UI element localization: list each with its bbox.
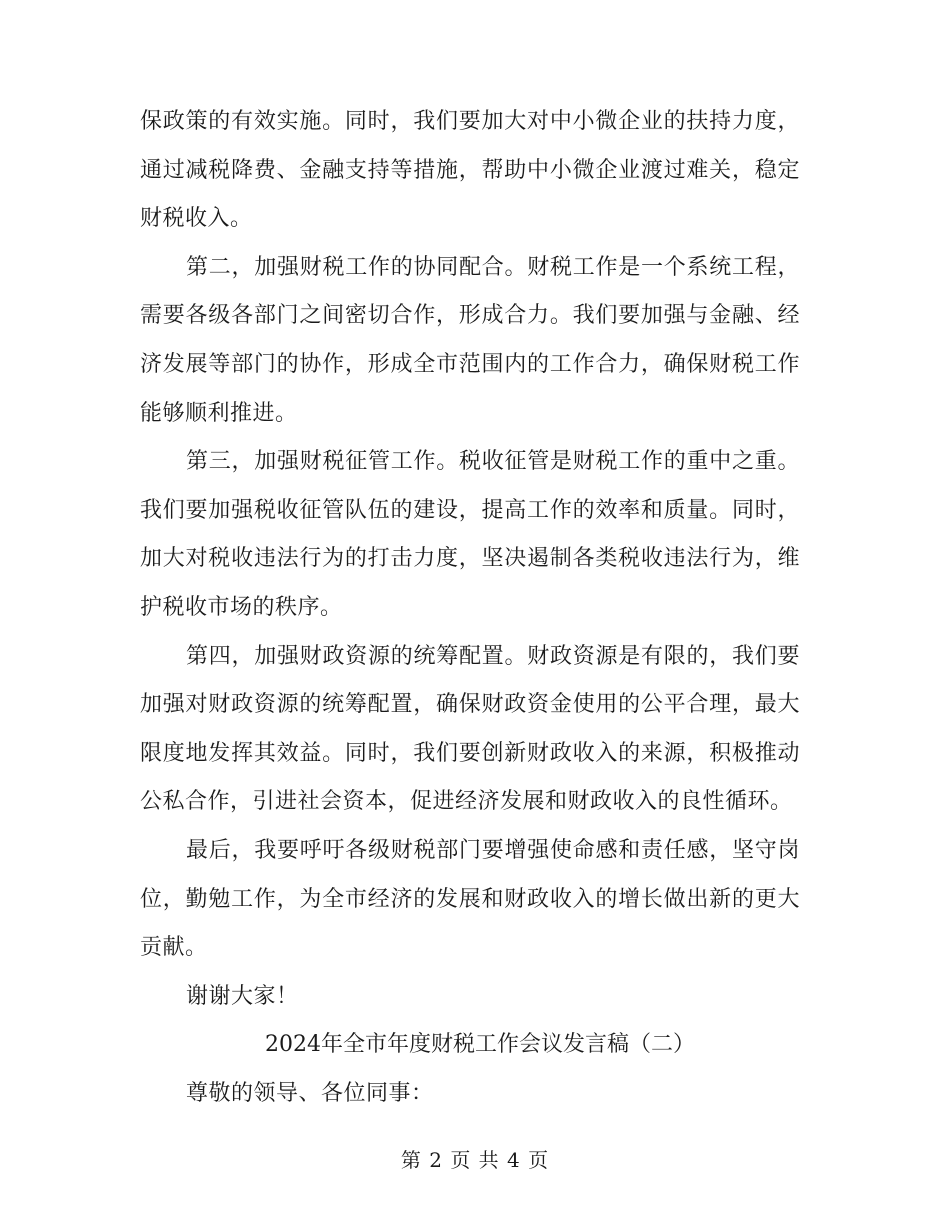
paragraph-thanks: 谢谢大家！ [186, 983, 299, 1009]
salutation: 尊敬的领导、各位同事： [186, 1080, 434, 1106]
document-body [140, 98, 800, 1118]
paragraph-conclusion: 最后，我要呼吁各级财税部门要增强使命感和责任感，坚守岗位，勤勉工作，为全市经济的发展和财政收入的增长做出新的更大贡献。 [140, 837, 800, 961]
paragraph-fourth-point: 第四，加强财政资源的统筹配置。财政资源是有限的，我们要加强对财政资源的统筹配置，确保财政资金使用的公平合理，最大限度地发挥其效益。同时，我们要创新财政收入的来源，积极推动公私合作，引进社会资本，促进经济发展和财政收入的良性循环。 [140, 643, 800, 815]
paragraph-third-point: 第三，加强财税征管工作。税收征管是财税工作的重中之重。我们要加强税收征管队伍的建设，提高工作的效率和质量。同时，加大对税收违法行为的打击力度，坚决遏制各类税收违法行为，维护税收市场的秩序。 [140, 449, 800, 620]
page-number: 第 2 页 共 4 页 [400, 1148, 550, 1172]
paragraph-second-point: 第二，加强财税工作的协同配合。财税工作是一个系统工程，需要各级各部门之间密切合作，形成合力。我们要加强与金融、经济发展等部门的协作，形成全市范围内的工作合力，确保财税工作能够顺利推进。 [140, 254, 800, 426]
paragraph-continuation: 保政策的有效实施。同时，我们要加大对中小微企业的扶持力度，通过减税降费、金融支持等措施，帮助中小微企业渡过难关，稳定财税收入。 [140, 109, 800, 232]
section-title: 2024年全市年度财税工作会议发言稿（二） [265, 1032, 695, 1058]
